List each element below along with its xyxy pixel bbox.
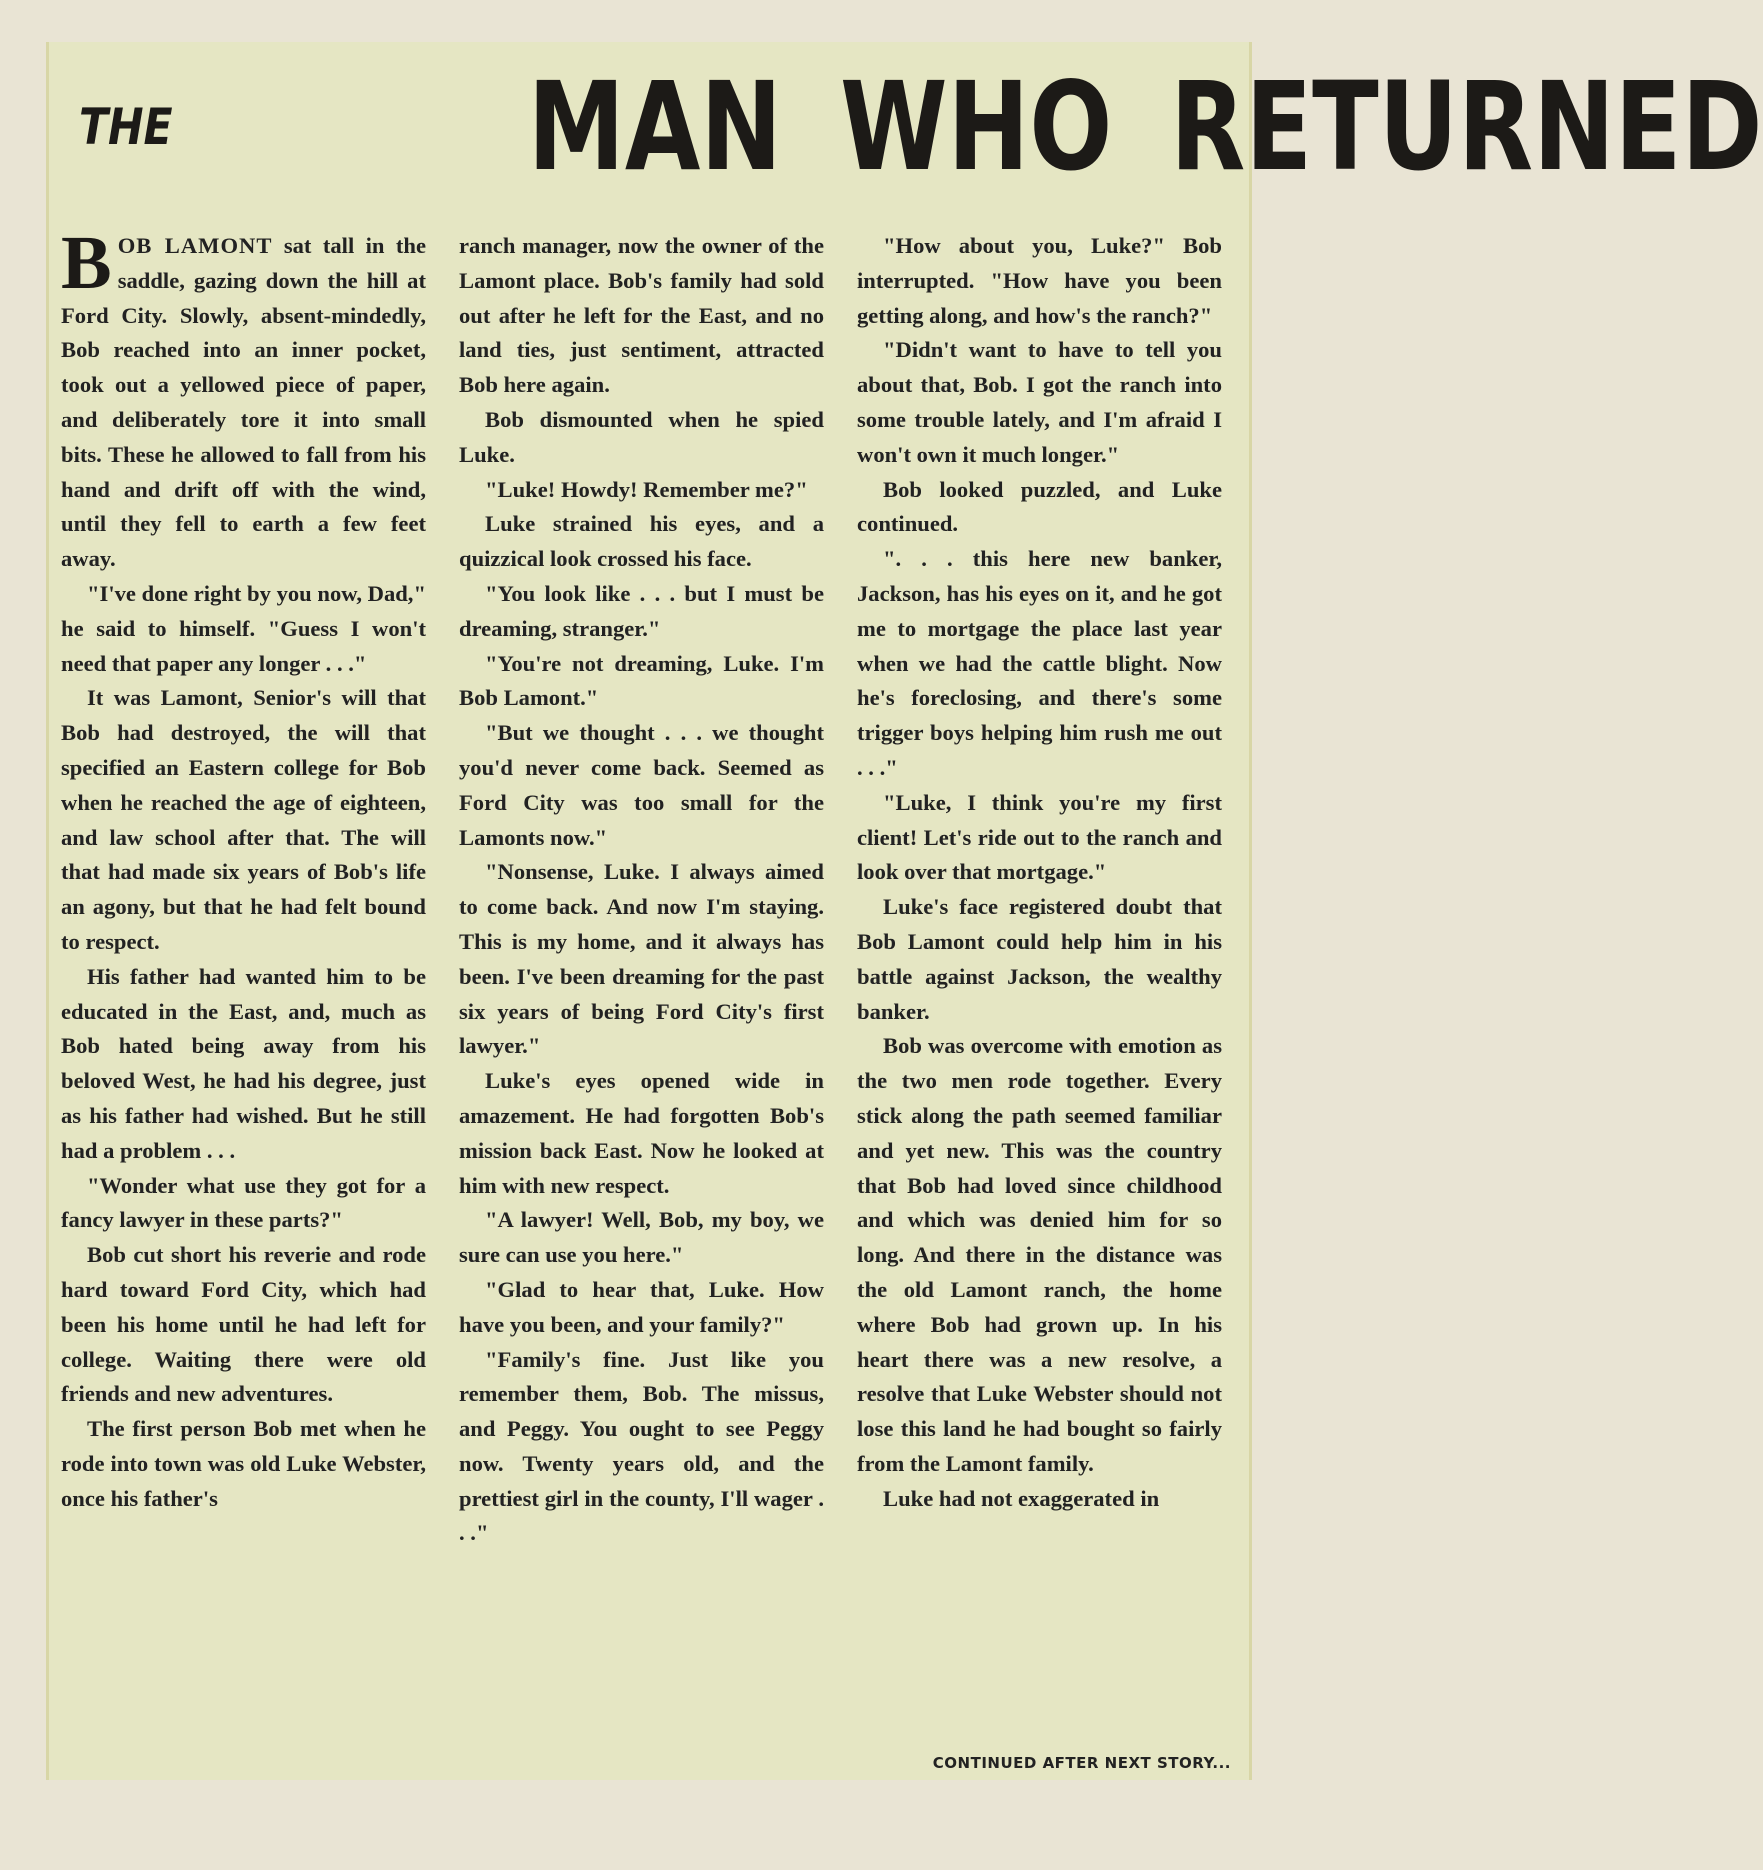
paragraph: "Wonder what use they got for a fancy lawyer in these parts?" bbox=[61, 1172, 426, 1233]
paragraph: Luke's face registered doubt that Bob Lamont could help him in his battle against Jackson, the wealthy banker. bbox=[857, 894, 1222, 1024]
lead-in-caps: OB LAMONT bbox=[117, 233, 273, 258]
paragraph: "Luke! Howdy! Remember me?" bbox=[485, 476, 808, 502]
paragraph bbox=[61, 221, 427, 577]
paragraph: Bob dismounted when he spied Luke. bbox=[459, 406, 824, 467]
paragraph: "Family's fine. Just like you remember them, Bob. The missus, and Peggy. You ought to see Peggy now. Twenty years old, and the prettiest girl in the county, I'll wager . . ." bbox=[459, 1346, 824, 1546]
paragraph: "I've done right by you now, Dad," he said to himself. "Guess I won't need that paper any longer . . ." bbox=[61, 580, 426, 676]
column-1 bbox=[61, 221, 427, 1516]
column-2 bbox=[459, 229, 824, 1551]
paragraph: "You look like . . . but I must be dreaming, stranger." bbox=[459, 580, 824, 641]
story-title bbox=[79, 52, 1763, 202]
paragraph: ranch manager, now the owner of the Lamont place. Bob's family had sold out after he left for the East, and no land ties, just sentiment, attracted Bob here again. bbox=[459, 233, 824, 398]
paragraph: Bob was overcome with emotion as the two men rode together. Every stick along the path seemed familiar and yet new. This was the country that Bob had loved since childhood and which was denied him for so long. And there in the distance was the old Lamont ranch, the home where Bob had grown up. In his heart there was a new resolve, a resolve that Luke Webster should not lose this land he had bought so fairly from the Lamont family. bbox=[857, 1033, 1222, 1476]
paragraph: "Nonsense, Luke. I always aimed to come back. And now I'm staying. This is my home, and it always has been. I've been dreaming for the past six years of being Ford City's first lawyer." bbox=[459, 859, 824, 1059]
title-main: MAN WHO RETURNED bbox=[527, 56, 1763, 198]
paragraph: His father had wanted him to be educated in the East, and, much as Bob hated being away from his beloved West, he had his degree, just as his father had wished. But he still had a problem . . . bbox=[61, 963, 426, 1163]
paragraph: "Glad to hear that, Luke. How have you been, and your family?" bbox=[459, 1276, 824, 1337]
paragraph: "A lawyer! Well, Bob, my boy, we sure can use you here." bbox=[459, 1207, 824, 1268]
continued-note: CONTINUED AFTER NEXT STORY... bbox=[932, 1754, 1231, 1772]
paragraph: The first person Bob met when he rode into town was old Luke Webster, once his father's bbox=[61, 1416, 426, 1511]
column-3 bbox=[857, 229, 1222, 1516]
paragraph: ". . . this here new banker, Jackson, has his eyes on it, and he got me to mortgage the place last year when we had the cattle blight. Now he's foreclosing, and there's some trigger boys helping him rush me out . . ." bbox=[857, 546, 1222, 780]
paragraph: Bob looked puzzled, and Luke continued. bbox=[857, 476, 1222, 537]
page-sheet bbox=[46, 42, 1763, 1780]
paragraph: Luke had not exaggerated in bbox=[883, 1485, 1160, 1511]
paragraph: Bob cut short his reverie and rode hard toward Ford City, which had been his home until he had left for college. Waiting there were old friends and new adventures. bbox=[61, 1242, 426, 1407]
drop-cap: B bbox=[61, 221, 112, 305]
paragraph: Luke's eyes opened wide in amazement. He had forgotten Bob's mission back East. Now he looked at him with new respect. bbox=[459, 1068, 824, 1198]
paragraph: "But we thought . . . we thought you'd never come back. Seemed as Ford City was too small for the Lamonts now." bbox=[459, 720, 824, 850]
paragraph-text: sat tall in the saddle, gazing down the hill at Ford City. Slowly, absent-mindedly, Bob reached into an inner pocket, took out a yellowed piece of paper, and deliberately tore it into small bits. These he allowed to fall from his hand and drift off with the wind, until they fell to earth a few feet away. bbox=[61, 233, 427, 572]
paragraph: "Luke, I think you're my first client! Let's ride out to the ranch and look over that mortgage." bbox=[857, 789, 1222, 885]
paragraph: It was Lamont, Senior's will that Bob had destroyed, the will that specified an Eastern college for Bob when he reached the age of eighteen, and law school after that. The will that had made six years of Bob's life an agony, but that he had felt bound to respect. bbox=[61, 685, 426, 954]
paragraph: Luke strained his eyes, and a quizzical look crossed his face. bbox=[459, 511, 824, 572]
paragraph: "Didn't want to have to tell you about that, Bob. I got the ranch into some trouble lately, and I'm afraid I won't own it much longer." bbox=[857, 337, 1222, 467]
text-columns bbox=[61, 221, 1241, 1769]
paragraph: "How about you, Luke?" Bob interrupted. "How have you been getting along, and how's the ranch?" bbox=[857, 233, 1222, 328]
paragraph: "You're not dreaming, Luke. I'm Bob Lamont." bbox=[459, 650, 824, 711]
title-the: THE bbox=[79, 98, 173, 156]
